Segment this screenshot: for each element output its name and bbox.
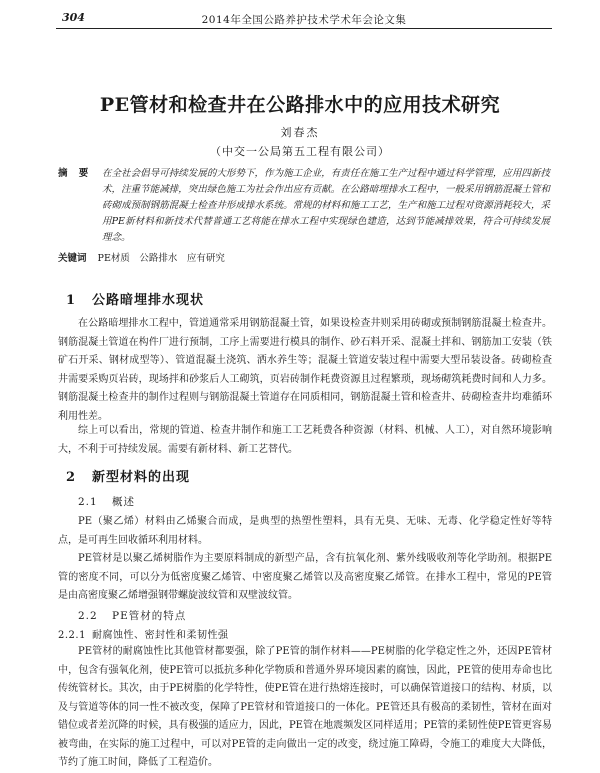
subsubsection-title: 耐腐蚀性、密封性和柔韧性强	[92, 630, 229, 641]
author-name: 刘春杰	[280, 126, 320, 139]
keywords-text: PE材质 公路排水 应有研究	[97, 253, 225, 264]
paragraph-3: PE（聚乙烯）材料由乙烯聚合而成，是典型的热塑性塑料，具有无臭、无味、无毒、化学稳定性好等特点，是可再生回收循环利用材料。	[58, 516, 552, 546]
running-header	[56, 10, 552, 29]
page-number: 304	[62, 11, 85, 24]
subsubsection-number: 2.2.1	[58, 630, 86, 641]
subsection-number: 2.1	[78, 496, 98, 508]
section-title: 公路暗埋排水现状	[92, 293, 205, 308]
abstract-label: 摘 要	[58, 168, 93, 179]
paragraph-5: PE管材的耐腐蚀性比其他管材都要强，除了PE管的制作材料——PE树脂的化学稳定性之外，还因PE管材中，包含有强氧化剂，使PE管可以抵抗多种化学物质和普通外界环境因素的腐蚀，因此，PE管的使用寿命也比传统管材长。其次，由于PE树脂的化学特性，使PE管在进行热熔连接时，可以确保管道接口的结构、材质，以及与管道等体的同一性不被改变，保障了PE管材和管道接口的一体化。PE管还具有极高的柔韧性，管材在面对错位或者差沉降的时候，具有极强的适应力，因此，PE管在地震频发区同样适用；PE管的柔韧性使PE管更容易被弯曲，在实际的施工过程中，可以对PE管的走向做出一定的改变，绕过施工障碍，令施工的难度大大降低，节约了施工时间，降低了工程造价。	[58, 646, 552, 768]
keywords-block	[58, 250, 550, 264]
subsection-number: 2.2	[78, 610, 98, 622]
conference-title: 2014年全国公路养护技术学术年会论文集	[201, 14, 407, 26]
keywords-label: 关键词	[58, 253, 87, 264]
subsubsection-heading-2-2-1	[58, 626, 229, 641]
subsection-title: 概述	[112, 496, 135, 508]
paper-title: PE管材和检查井在公路排水中的应用技术研究	[99, 94, 501, 116]
paragraph-2: 综上可以看出，常规的管道、检查井制作和施工工艺耗费各种资源（材料、机械、人工），对自然环境影响大，不利于可持续发展。需要有新材料、新工艺替代。	[58, 425, 552, 455]
subsection-heading-2-1	[78, 494, 135, 509]
subsection-title: PE管材的特点	[112, 610, 187, 622]
section-number: 2	[66, 470, 77, 485]
section-heading-2	[66, 466, 190, 485]
paragraph-4: PE管材是以聚乙烯树脂作为主要原料制成的新型产品，含有抗氧化剂、紫外线吸收剂等化学助剂。根据PE管的密度不同，可以分为低密度聚乙烯管、中密度聚乙烯管以及高密度聚乙烯管。在排水工程中，常见的PE管是由高密度聚乙烯增强钢带螺旋波纹管和双壁波纹管。	[58, 553, 552, 601]
subsection-heading-2-2	[78, 608, 186, 623]
section-number: 1	[66, 293, 77, 308]
abstract-block	[58, 166, 550, 246]
paragraph-1: 在公路暗埋排水工程中，管道通常采用钢筋混凝土管，如果设检查井则采用砖砌或预制钢筋混凝土检查井。钢筋混凝土管道在构件厂进行预制，工序上需要进行模具的制作、砂石料开采、混凝土拌和、钢筋加工安装（铁矿石开采、钢材成型等）、管道混凝土浇筑、洒水养生等；混凝土管道安装过程中需要大型吊装设备。砖砌检查井需要采购页岩砖，现场拌和砂浆后人工砌筑，页岩砖制作耗费资源且过程繁琐，现场砌筑耗费时间和人力多。钢筋混凝土检查井的制作过程则与钢筋混凝土管道存在同质相同，钢筋混凝土管和检查井、砖砌检查井均难循环利用性差。	[58, 318, 552, 422]
abstract-text: 在全社会倡导可持续发展的大形势下，作为施工企业，有责任在施工生产过程中通过科学管理，应用四新技术，注重节能减排，突出绿色施工为社会作出应有贡献。在公路暗埋排水工程中，一般采用钢筋混凝土管和砖砌成预制钢筋混凝土检查井形成排水系统。常规的材料和施工工艺，生产和施工过程对资源消耗较大，采用PE新材料和新技术代替普通工艺将能在排水工程中实现绿色建造，达到节能减排效果，符合可持续发展理念。	[102, 168, 550, 243]
section-heading-1	[66, 289, 204, 308]
author-affiliation: （中交一公局第五工程有限公司）	[210, 145, 390, 158]
section-title: 新型材料的出现	[92, 470, 191, 485]
